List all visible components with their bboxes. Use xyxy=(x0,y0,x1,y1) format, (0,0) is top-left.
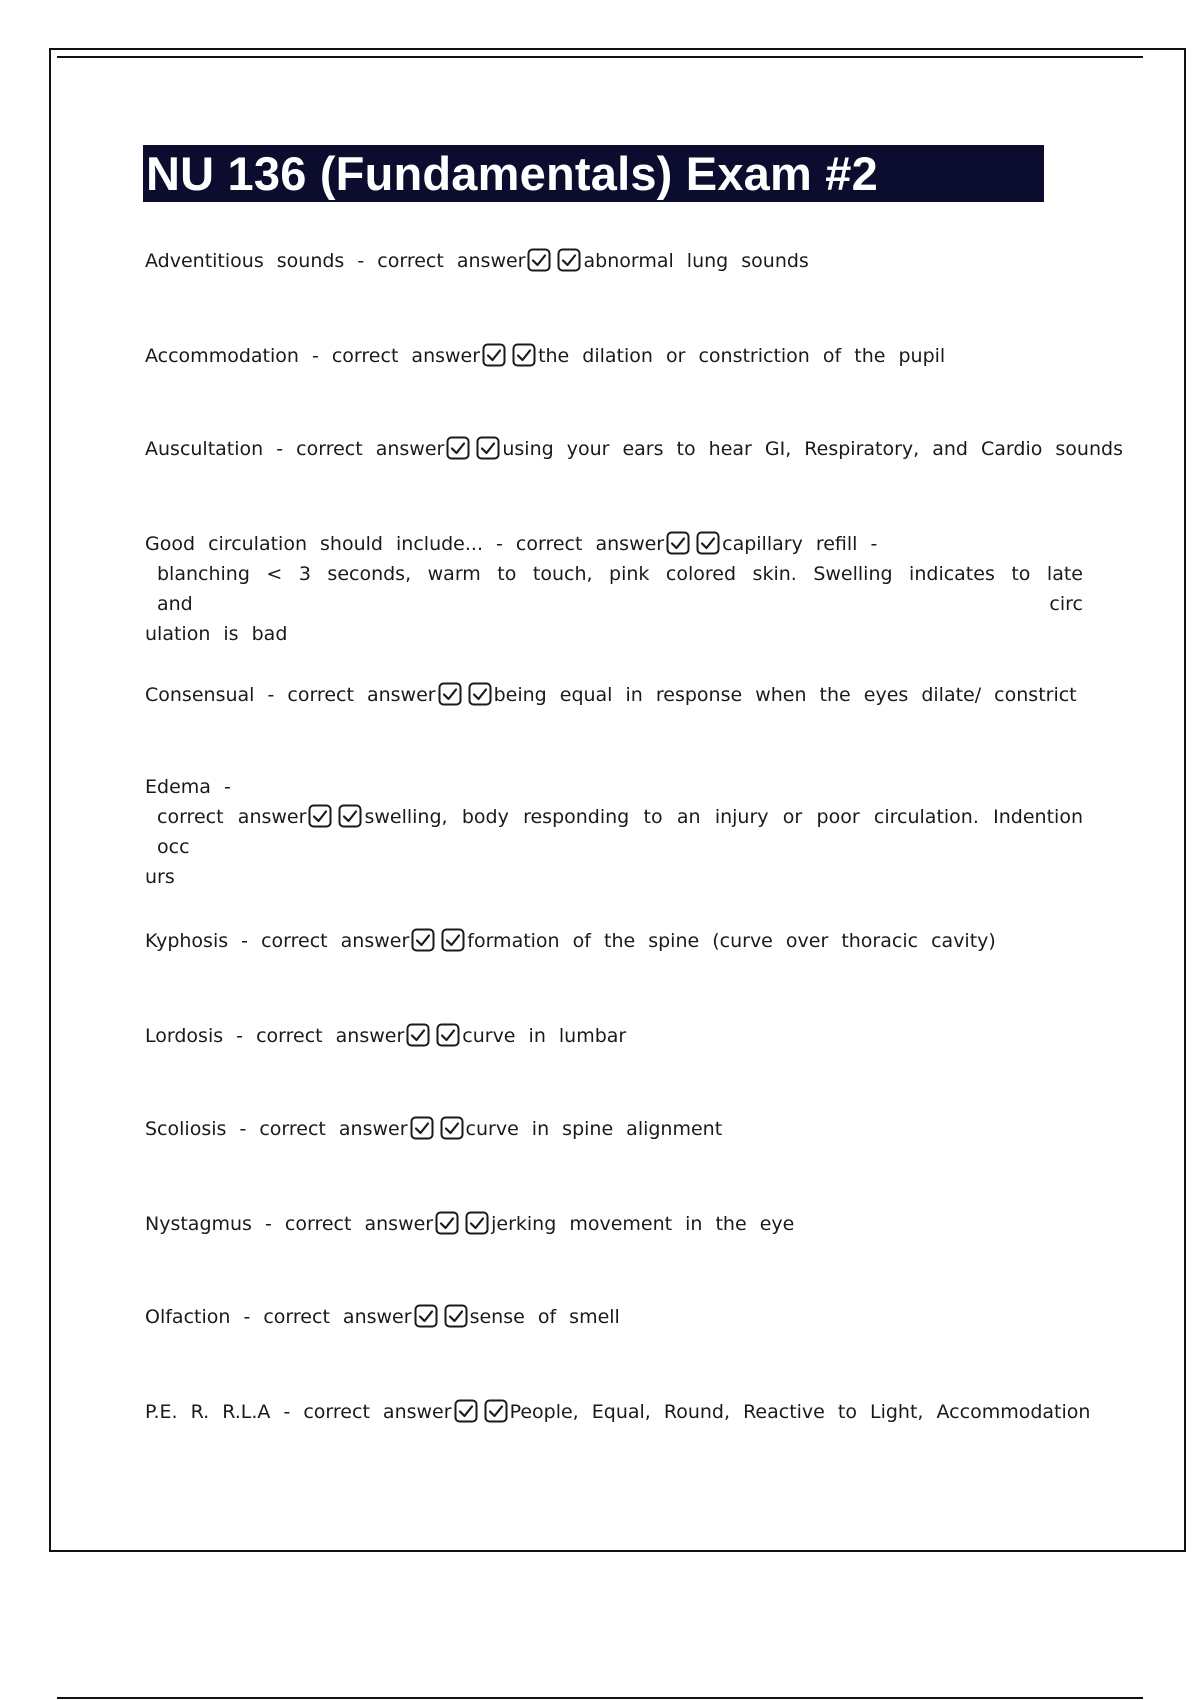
check-box-icon xyxy=(444,1304,468,1328)
check-box-icon xyxy=(476,436,500,460)
check-pair xyxy=(308,804,362,828)
entry-term: Adventitious sounds xyxy=(145,250,345,272)
check-box-icon xyxy=(411,928,435,952)
check-box-icon xyxy=(484,1399,508,1423)
entry-definition-line: swelling, body responding to an injury or poor circulation. Indention occ xyxy=(157,806,1083,858)
entry-definition: formation of the spine (curve over thoracic cavity) xyxy=(467,930,996,952)
check-box-icon xyxy=(308,804,332,828)
check-box-icon xyxy=(440,1116,464,1140)
check-box-icon xyxy=(438,682,462,706)
entry-separator: correct answer xyxy=(157,806,307,828)
entry-term: P.E. R. R.L.A xyxy=(145,1401,271,1423)
entry-term: Nystagmus xyxy=(145,1213,252,1235)
entry-term: Kyphosis xyxy=(145,930,229,952)
entry-definition: jerking movement in the eye xyxy=(491,1213,795,1235)
check-box-icon xyxy=(696,531,720,555)
entry-separator: - correct answer xyxy=(283,1401,452,1423)
entry-term: Consensual xyxy=(145,684,255,706)
check-pair xyxy=(666,531,720,555)
entry-auscultation xyxy=(145,434,1123,464)
entry-definition: abnormal lung sounds xyxy=(583,250,809,272)
check-box-icon xyxy=(410,1116,434,1140)
entry-separator: - xyxy=(223,776,231,798)
entry-separator: - correct answer xyxy=(267,684,436,706)
check-box-icon xyxy=(465,1211,489,1235)
entry-definition-line: blanching < 3 seconds, warm to touch, pink colored skin. Swelling indicates to late and circ xyxy=(157,563,1083,615)
entry-consensual xyxy=(145,680,1083,710)
entry-olfaction xyxy=(145,1302,1083,1332)
check-pair xyxy=(438,682,492,706)
page-title: NU 136 (Fundamentals) Exam #2 xyxy=(146,147,878,200)
entry-definition: being equal in response when the eyes dilate/ constrict xyxy=(493,684,1077,706)
entry-separator: - correct answer xyxy=(239,1118,408,1140)
entry-nystagmus xyxy=(145,1209,1083,1239)
entry-separator: - correct answer xyxy=(265,1213,434,1235)
entry-separator: - correct answer xyxy=(311,345,481,367)
entry-definition: the dilation or constriction of the pupil xyxy=(538,345,946,367)
check-pair xyxy=(414,1304,468,1328)
check-pair xyxy=(527,248,581,272)
entry-good-circulation xyxy=(145,529,1083,649)
entry-term: Accommodation xyxy=(145,345,299,367)
check-box-icon xyxy=(527,248,551,272)
title-banner xyxy=(143,145,1044,202)
check-pair xyxy=(406,1023,460,1047)
entry-definition: sense of smell xyxy=(469,1306,620,1328)
entry-accommodation xyxy=(145,341,1083,371)
check-box-icon xyxy=(435,1211,459,1235)
check-box-icon xyxy=(454,1399,478,1423)
entry-definition: curve in spine alignment xyxy=(465,1118,723,1140)
entry-term: Scoliosis xyxy=(145,1118,227,1140)
check-box-icon xyxy=(446,436,470,460)
check-box-icon xyxy=(666,531,690,555)
entry-perrla xyxy=(145,1397,1091,1427)
bottom-rule xyxy=(57,1697,1143,1699)
entry-definition-line: ulation is bad xyxy=(145,623,288,645)
entry-separator: - correct answer xyxy=(236,1025,405,1047)
entry-term: Auscultation xyxy=(145,438,264,460)
check-box-icon xyxy=(406,1023,430,1047)
entry-adventitious-sounds xyxy=(145,246,1083,276)
entry-separator: - correct answer xyxy=(243,1306,412,1328)
entry-edema xyxy=(145,772,1083,892)
check-box-icon xyxy=(414,1304,438,1328)
check-pair xyxy=(411,928,465,952)
check-pair xyxy=(435,1211,489,1235)
check-box-icon xyxy=(468,682,492,706)
entry-term: Good circulation should include... xyxy=(145,533,483,555)
entry-kyphosis xyxy=(145,926,1083,956)
entry-separator: - correct answer xyxy=(241,930,410,952)
entry-definition: People, Equal, Round, Reactive to Light, Accommodation xyxy=(509,1401,1091,1423)
entry-lordosis xyxy=(145,1021,1083,1051)
entry-term: Edema xyxy=(145,776,211,798)
entry-separator: - correct answer xyxy=(276,438,445,460)
entry-separator: - correct answer xyxy=(357,250,526,272)
entry-definition-line: capillary refill - xyxy=(722,533,878,555)
check-pair xyxy=(454,1399,508,1423)
check-box-icon xyxy=(482,343,506,367)
check-pair xyxy=(482,343,536,367)
check-box-icon xyxy=(441,928,465,952)
check-box-icon xyxy=(436,1023,460,1047)
check-pair xyxy=(446,436,500,460)
check-box-icon xyxy=(557,248,581,272)
entry-definition-line: urs xyxy=(145,866,175,888)
entry-separator: - correct answer xyxy=(496,533,665,555)
check-pair xyxy=(410,1116,464,1140)
entry-definition: curve in lumbar xyxy=(462,1025,627,1047)
entry-term: Olfaction xyxy=(145,1306,231,1328)
entry-definition: using your ears to hear GI, Respiratory, and Cardio sounds xyxy=(502,438,1123,460)
entry-term: Lordosis xyxy=(145,1025,224,1047)
entry-scoliosis xyxy=(145,1114,1083,1144)
check-box-icon xyxy=(512,343,536,367)
check-box-icon xyxy=(338,804,362,828)
